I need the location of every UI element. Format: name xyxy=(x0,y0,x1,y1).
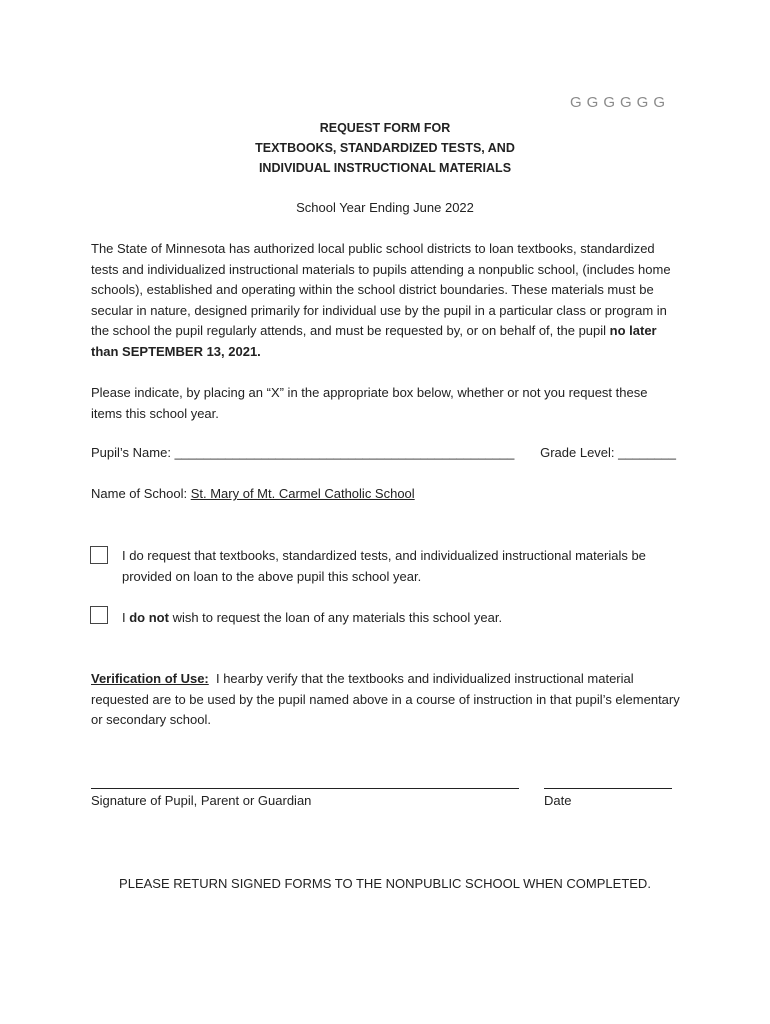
title-line-2: TEXTBOOKS, STANDARDIZED TESTS, AND xyxy=(255,141,515,155)
deadline-text: no later than SEPTEMBER 13, 2021. xyxy=(91,323,657,359)
instruction-paragraph: Please indicate, by placing an “X” in the appropriate box below, whether or not you request these items this school year. xyxy=(91,385,648,421)
signature-line[interactable] xyxy=(91,788,519,789)
intro-text: The State of Minnesota has authorized local public school districts to loan textbooks, standardized tests and individualized instructional materials to pupils attending a nonpublic school, (includes home schools), established and operating within the school district boundaries. These materials must be secular in nature, designed primarily for individual use by the pupil in a particular class or program in the school the pupil regularly attends, and must be requested by, or on behalf of, the pupil xyxy=(91,241,671,338)
date-label: Date xyxy=(544,793,572,808)
school-row xyxy=(91,486,415,501)
school-name: St. Mary of Mt. Carmel Catholic School xyxy=(190,486,415,501)
pupil-name-field[interactable]: Pupil’s Name: _______________________________________________ xyxy=(91,445,515,460)
verification-text: I hearby verify that the textbooks and individualized instructional material requested are to be used by the pupil named above in a course of instruction in that pupil’s elementary or secondary school. xyxy=(91,671,684,727)
request-checkbox[interactable] xyxy=(90,546,108,564)
title-line-3: INDIVIDUAL INSTRUCTIONAL MATERIALS xyxy=(258,161,512,175)
date-line[interactable] xyxy=(544,788,672,789)
signature-label: Signature of Pupil, Parent or Guardian xyxy=(91,793,312,808)
decline-checkbox[interactable] xyxy=(90,606,108,624)
form-code: GGGGGG xyxy=(569,94,670,111)
intro-paragraph xyxy=(91,239,681,362)
form-title xyxy=(0,118,770,178)
grade-level-field[interactable]: Grade Level: ________ xyxy=(540,445,676,460)
verification-paragraph xyxy=(91,669,684,731)
decline-option-text xyxy=(122,607,682,628)
verification-label: Verification of Use: xyxy=(91,671,209,686)
decline-bold: do not xyxy=(129,610,169,625)
request-option-text: I do request that textbooks, standardized tests, and individualized instructional materials be provided on loan to the above pupil this school year. xyxy=(122,548,646,584)
pupil-row xyxy=(91,445,676,460)
footer-note: PLEASE RETURN SIGNED FORMS TO THE NONPUBLIC SCHOOL WHEN COMPLETED. xyxy=(119,876,651,891)
decline-suffix: wish to request the loan of any materials this school year. xyxy=(168,610,503,625)
school-label: Name of School: xyxy=(91,486,191,501)
school-year: School Year Ending June 2022 xyxy=(296,200,474,215)
title-line-1: REQUEST FORM FOR xyxy=(319,121,451,135)
decline-prefix: I xyxy=(122,610,130,625)
